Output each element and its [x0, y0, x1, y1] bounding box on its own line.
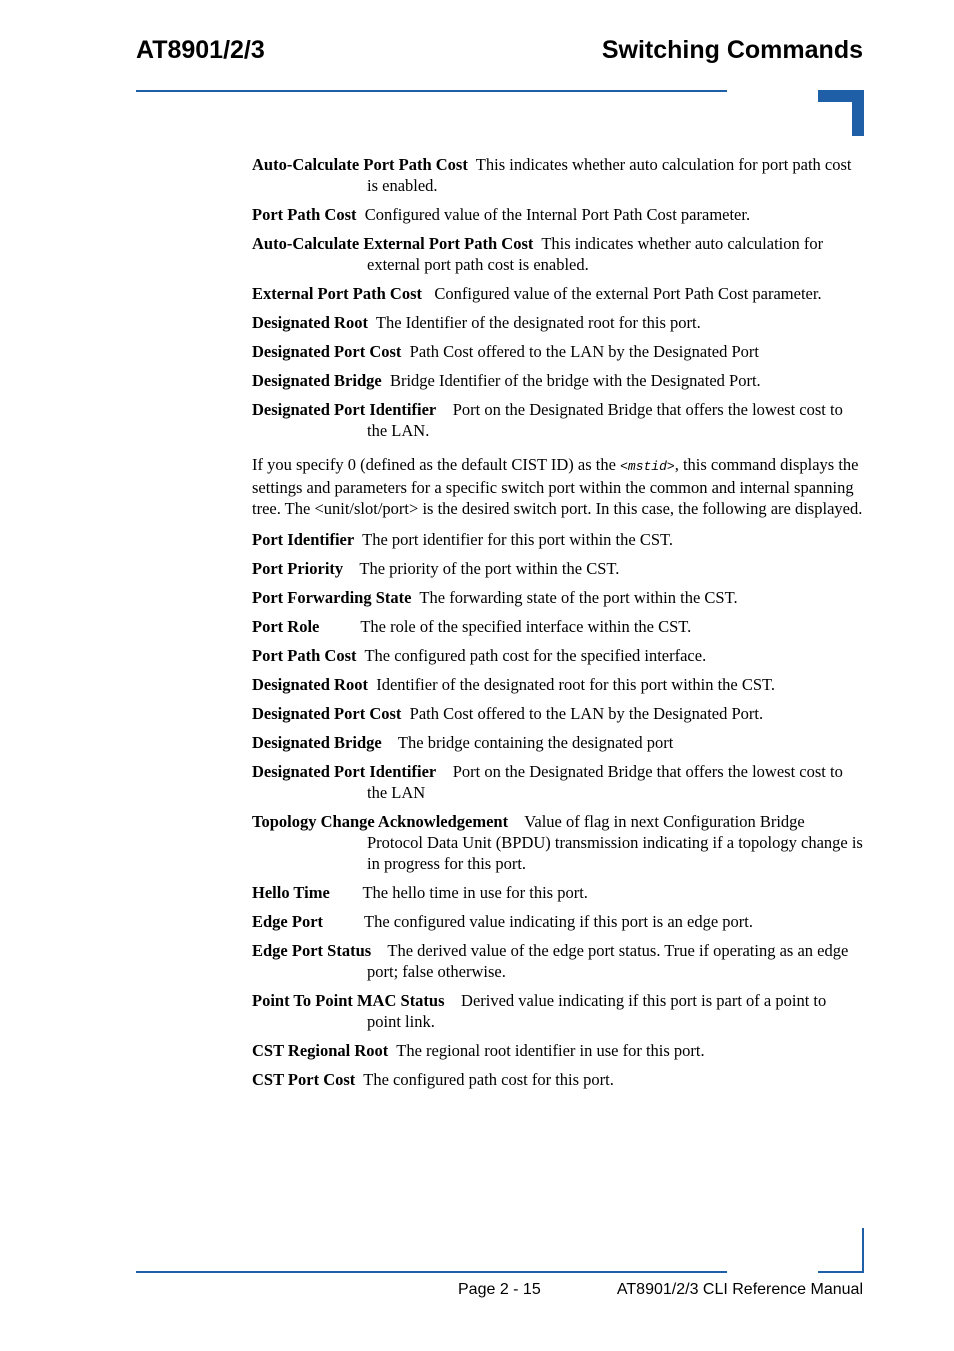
- definition-entry: [252, 940, 864, 982]
- definition-term: Port Path Cost: [252, 646, 357, 665]
- definition-entry: [252, 1040, 864, 1061]
- definition-entry: [252, 154, 864, 196]
- manual-title: AT8901/2/3 CLI Reference Manual: [616, 1281, 863, 1298]
- paragraph-text-before: If you specify 0 (defined as the default CIST ID) as the: [252, 455, 621, 474]
- definition-description: Path Cost offered to the LAN by the Designated Port.: [409, 704, 764, 723]
- definition-term: Hello Time: [252, 883, 330, 902]
- definition-entry: [252, 674, 864, 695]
- definition-description: The priority of the port within the CST.: [359, 559, 620, 578]
- term-spacer: [468, 155, 476, 174]
- definition-term: CST Regional Root: [252, 1041, 389, 1060]
- definition-entry: [252, 616, 864, 637]
- term-spacer: [436, 400, 453, 419]
- definition-description: Path Cost offered to the LAN by the Designated Port: [409, 342, 760, 361]
- definition-term: Port Role: [252, 617, 320, 636]
- term-spacer: [401, 342, 409, 361]
- term-spacer: [356, 205, 364, 224]
- definition-entry: [252, 341, 864, 362]
- term-spacer: [368, 313, 376, 332]
- term-spacer: [343, 559, 359, 578]
- definition-term: Edge Port Status: [252, 941, 372, 960]
- definition-description: This indicates whether auto calculation for external port path cost is enabled.: [367, 234, 824, 274]
- definition-list-msti: [252, 154, 864, 441]
- definition-term: Point To Point MAC Status: [252, 991, 445, 1010]
- corner-mark-top: [818, 90, 864, 136]
- definition-entry: [252, 529, 864, 550]
- corner-mark-bottom: [818, 1228, 864, 1273]
- term-spacer: [508, 812, 524, 831]
- definition-term: Designated Port Identifier: [252, 762, 437, 781]
- definition-description: Configured value of the Internal Port Path Cost parameter.: [364, 205, 751, 224]
- term-spacer: [445, 991, 462, 1010]
- definition-term: External Port Path Cost: [252, 284, 423, 303]
- definition-description: Port on the Designated Bridge that offers the lowest cost to the LAN.: [367, 400, 843, 440]
- definition-term: Topology Change Acknowledgement: [252, 812, 509, 831]
- definition-entry: [252, 990, 864, 1032]
- cist-paragraph: [252, 454, 864, 519]
- definition-term: Auto-Calculate External Port Path Cost: [252, 234, 534, 253]
- definition-description: Value of flag in next Configuration Bridge Protocol Data Unit (BPDU) transmission indicating if a topology change is in progress for this port.: [367, 812, 863, 873]
- definition-term: Port Priority: [252, 559, 344, 578]
- page-content: [252, 154, 864, 1098]
- term-spacer: [330, 883, 363, 902]
- definition-term: Port Path Cost: [252, 205, 357, 224]
- definition-term: Port Identifier: [252, 530, 355, 549]
- definition-entry: [252, 1069, 864, 1090]
- definition-entry: [252, 587, 864, 608]
- definition-entry: [252, 911, 864, 932]
- definition-term: Designated Root: [252, 313, 368, 332]
- definition-description: Identifier of the designated root for this port within the CST.: [376, 675, 776, 694]
- definition-entry: [252, 204, 864, 225]
- definition-term: Designated Bridge: [252, 733, 382, 752]
- definition-description: The role of the specified interface within the CST.: [360, 617, 692, 636]
- term-spacer: [401, 704, 409, 723]
- page-number: Page 2 - 15: [458, 1281, 541, 1298]
- term-spacer: [371, 941, 387, 960]
- header-title-right: Switching Commands: [601, 36, 863, 64]
- definition-description: Bridge Identifier of the bridge with the Designated Port.: [389, 371, 761, 390]
- definition-list-cst: [252, 529, 864, 1090]
- definition-term: CST Port Cost: [252, 1070, 356, 1089]
- paragraph-text-after: , this command displays the settings and parameters for a specific switch port within the common and internal spanning tree. The <unit/slot/port> is the desired switch port. In this case, the following are displayed.: [252, 455, 863, 518]
- definition-description: The bridge containing the designated port: [397, 733, 674, 752]
- term-spacer: [382, 371, 390, 390]
- term-spacer: [368, 675, 376, 694]
- term-spacer: [436, 762, 453, 781]
- term-spacer: [319, 617, 360, 636]
- definition-term: Port Forwarding State: [252, 588, 412, 607]
- definition-description: The derived value of the edge port status. True if operating as an edge port; false otherwise.: [367, 941, 849, 981]
- definition-entry: [252, 732, 864, 753]
- definition-term: Edge Port: [252, 912, 324, 931]
- definition-description: The configured path cost for the specified interface.: [364, 646, 707, 665]
- definition-term: Designated Port Identifier: [252, 400, 437, 419]
- definition-entry: [252, 558, 864, 579]
- definition-entry: [252, 233, 864, 275]
- definition-description: This indicates whether auto calculation for port path cost is enabled.: [367, 155, 852, 195]
- definition-description: The forwarding state of the port within the CST.: [419, 588, 738, 607]
- definition-term: Auto-Calculate Port Path Cost: [252, 155, 468, 174]
- definition-term: Designated Bridge: [252, 371, 382, 390]
- definition-term: Designated Root: [252, 675, 368, 694]
- definition-entry: [252, 312, 864, 333]
- term-spacer: [382, 733, 398, 752]
- definition-entry: [252, 370, 864, 391]
- header-title-left: AT8901/2/3: [136, 36, 265, 64]
- definition-description: The regional root identifier in use for this port.: [396, 1041, 705, 1060]
- definition-description: Derived value indicating if this port is part of a point to point link.: [367, 991, 827, 1031]
- definition-entry: [252, 283, 864, 304]
- definition-description: Configured value of the external Port Path Cost parameter.: [434, 284, 822, 303]
- definition-entry: [252, 645, 864, 666]
- definition-description: The configured value indicating if this port is an edge port.: [363, 912, 753, 931]
- definition-entry: [252, 761, 864, 803]
- footer-rule: [136, 1271, 727, 1273]
- definition-description: The hello time in use for this port.: [362, 883, 588, 902]
- definition-description: The Identifier of the designated root for this port.: [375, 313, 701, 332]
- definition-term: Designated Port Cost: [252, 704, 402, 723]
- definition-term: Designated Port Cost: [252, 342, 402, 361]
- definition-description: The port identifier for this port within the CST.: [362, 530, 673, 549]
- term-spacer: [354, 530, 362, 549]
- definition-description: Port on the Designated Bridge that offers the lowest cost to the LAN: [367, 762, 843, 802]
- term-spacer: [422, 284, 434, 303]
- definition-entry: [252, 703, 864, 724]
- term-spacer: [323, 912, 364, 931]
- mstid-code: <mstid>: [620, 459, 675, 474]
- definition-entry: [252, 811, 864, 874]
- definition-entry: [252, 882, 864, 903]
- definition-entry: [252, 399, 864, 441]
- header-rule: [136, 90, 727, 92]
- definition-description: The configured path cost for this port.: [363, 1070, 614, 1089]
